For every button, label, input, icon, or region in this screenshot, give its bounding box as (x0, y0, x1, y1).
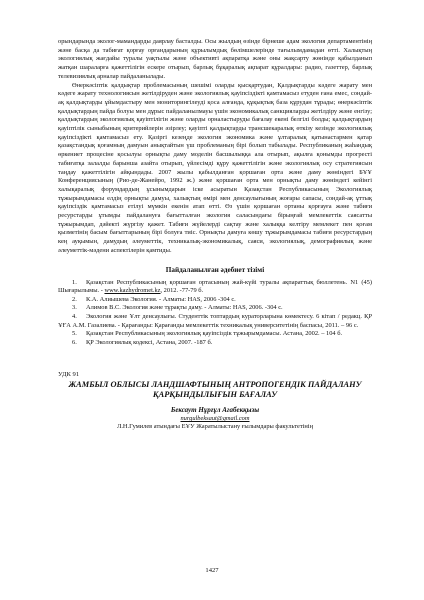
author-name: Бексаут Нұрғұл Агабекқызы (170, 406, 260, 415)
body-paragraph-1: орындарында эколог-мамандарды даярлау басталды. Осы жылдың өзінде бірнеше адам экология департаментінің және басқа да табиғат қорғау орғандарының құрылымдық бөлімшелерінде тағылымдамадан өтті. Халықтың экологиялық жағдайы туралы уақтылы және объективті ақпаратқа және оны жақсарту жөнінде қабылданып жатқан шараларға қажеттілігін ескере отырып, барлық бұқаралық ақпарат құралдары: радио, газеттер, барлық телевизиялық арналар пайдаланылады. (58, 38, 372, 80)
author-affiliation: Л.Н.Гумилев атындағы ЕҰУ Жаратылыстану ғылымдары факультетінің (116, 423, 314, 431)
reference-text: Қазақстан Республикасының экологиялық қауіпсіздік тұжырымдамасы. Астана, 2002. – 104 б. (86, 330, 343, 338)
reference-item (58, 279, 372, 296)
references-title: Пайдаланылған әдебиет тізімі (165, 265, 265, 274)
reference-item (58, 304, 372, 313)
reference-number: 4. (72, 312, 77, 320)
reference-number: 6. (72, 338, 77, 346)
reference-text: К.А. Алиышева Экология. - Алматы: HAS, 2006 -304 с. (86, 295, 236, 303)
udc-code: УДК 91 (58, 371, 80, 379)
page-number: 1427 (205, 567, 219, 574)
author-email[interactable]: nurgulbeksaut@gmail.com (180, 415, 250, 423)
reference-item (58, 296, 372, 305)
reference-link[interactable]: www.kazhydromet.kz (104, 287, 161, 295)
reference-text: Экология және Ұлт денсаулығы. Студенттік топтардың кураторларына көмектесу. 6 кітап / редакц. ҚР ҰҒА А.М. Газалиева. - Қарағанды: Қарағанды мемлекеттік техникалық университетінің баспасы, 2011. – 96 с. (58, 312, 372, 329)
reference-number: 5. (72, 330, 77, 338)
reference-number: 3. (72, 304, 77, 312)
body-paragraph-2: Өнеркәсіптік қалдықтар проблемасының шешімі оларды қысқартудан, Қалдықтарды кәдеге жарату мен кәдеге жарату технологиясын жетілдіруден және экологиялық қауіпсіздікті қамтамасыз етуден ғана емес, сондай-ақ қалдықтарды ұйымдастыру мен мониторингілеуді қоса алғанда, құқықтық база құрудан тұрады; өнеркәсіптік қалдықтардың пайда болуы мен дұрыс пайдаланылмауы үшін экономикалық санкцияларды жетілдіру және енгізу; қалдықтардың экологиялық қауіптілігін және оларды орналастыруды бағалау екені белгілі болды; қалдықтардың қауіптілік сыныбының критерийлерін әзірлеу; қауіпті қалдықтарды трансшекаралық өткізу кезінде экологиялық қауіпсіздікті қамтамасыз ету. Қазіргі кезеңде экология экономика және ұлтаралық қатынастармен қатар қазақстандық қоғамның дамуын анықтайтын үш проблеманың бірі болып табылады. Республиканың жаһандық өркениет процесіне қосылуы орнықты даму моделін басшылыққа ала отырып, ақылға қонымды прогресті табиғатқа залалды барынша азайта отырып, үйлесімді құру қажеттілігін және экологиялық осу стратегиясын таңдау қажеттілігін айқындады. 2007 жылы қабылданған қоршаған орта және даму жөніндегі БҰҰ Конференциясының (Рио-де-Жанейро, 1992 ж.) және қоршаған орта мен орнықты даму жөніндегі кейінгі халықаралық форумдардың ұсынымдарын іске асыратын Қазақстан Республикасының Экологиялық тұжырымдамасы елдің орнықты дамуы, халықтың өмірі мен денсаулығының жоғары сапасы, сондай-ақ ұттық қауіпсіздік қамтамасыз етілуі мүмкін екенін атап өтті. Өз үшін қоршаған ортаны қорғауға және табиғи ресурстарды ұтымды пайдалануға бағытталған экология саласындағы бірыңғай мемлекеттік саясатты тұжырымдап, дәйекті жүргізу қажет. Табиғи жүйелерді сақтау және халыққа келтіру мемлекет пен қоғам қызметінің басым бағыттарының бірі болуға тиіс. Орнықты дамуға көшу тұжырымдамасы табиғи ресурстардың кең ауқымын, дамудың әлеуметтік, техникалық-экономикалық, саяси, экологиялық, демографиялық және әлеуметтік-мәдени аспектілерін қамтиды. (58, 81, 372, 254)
reference-item (58, 339, 372, 348)
reference-tail: , 2012. -77-79 б. (160, 287, 204, 295)
references-list (58, 279, 372, 348)
article-title: ЖАМБЫЛ ОБЛЫСЫ ЛАНДШАФТЫНЫҢ АНТРОПОГЕНДІК ПАЙДАЛАНУ ҚАРҚЫНДЫЛЫҒЫН БАҒАЛАУ (68, 380, 362, 400)
reference-item (58, 330, 372, 339)
reference-item (58, 313, 372, 330)
reference-text: ҚР Экологиялық кодексі, Астана, 2007. -187 б. (86, 338, 213, 346)
reference-number: 1. (72, 278, 77, 286)
reference-text: Қазақстан Республикасының қоршаған ортасының жай-күйі туралы ақпараттық бюллетень. N1 (45) Шығарылымы. - (58, 278, 372, 295)
reference-text: Алимов В.С. Экология және тұрақты даму. - Алматы: HAS, 2006. -304 с. (86, 304, 283, 312)
reference-number: 2. (72, 295, 77, 303)
